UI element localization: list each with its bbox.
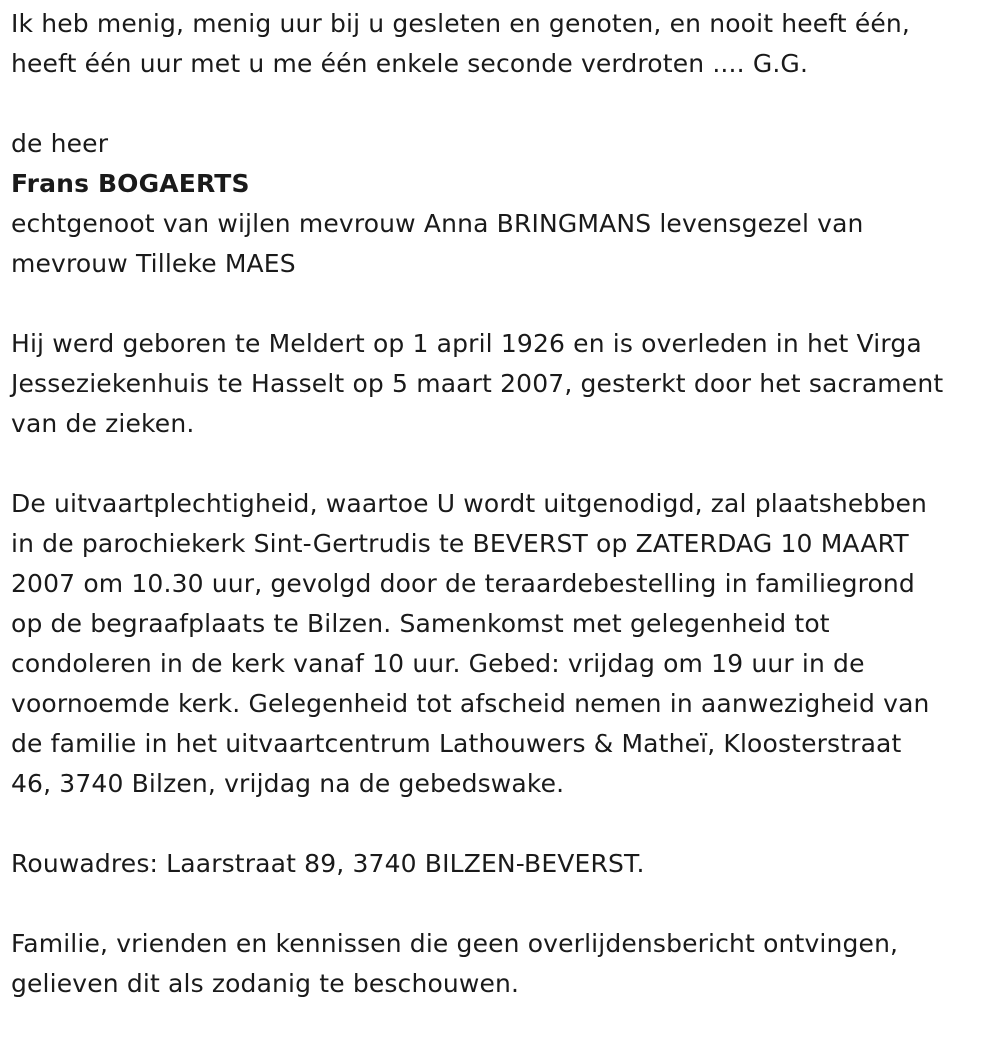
birth-death-paragraph	[11, 324, 996, 444]
funeral-line: condoleren in de kerk vanaf 10 uur. Gebed: vrijdag om 19 uur in de	[11, 649, 865, 678]
honorific: de heer	[11, 129, 109, 158]
mourning-address: Rouwadres: Laarstraat 89, 3740 BILZEN-BEVERST.	[11, 849, 645, 878]
closing-line: gelieven dit als zodanig te beschouwen.	[11, 969, 520, 998]
birth-death-line: van de zieken.	[11, 409, 195, 438]
mourning-address-paragraph	[11, 844, 996, 884]
relations-line: mevrouw Tilleke MAES	[11, 249, 296, 278]
quote-paragraph	[11, 4, 996, 84]
funeral-line: voornoemde kerk. Gelegenheid tot afscheid nemen in aanwezigheid van	[11, 689, 930, 718]
closing-paragraph	[11, 924, 996, 1004]
relations-paragraph	[11, 204, 996, 284]
funeral-line: 46, 3740 Bilzen, vrijdag na de gebedswake.	[11, 769, 565, 798]
funeral-line: 2007 om 10.30 uur, gevolgd door de teraardebestelling in familiegrond	[11, 569, 915, 598]
deceased-header	[11, 124, 996, 204]
funeral-line: in de parochiekerk Sint-Gertrudis te BEVERST op ZATERDAG 10 MAART	[11, 529, 909, 558]
funeral-line: De uitvaartplechtigheid, waartoe U wordt uitgenodigd, zal plaatshebben	[11, 489, 927, 518]
birth-death-line: Hij werd geboren te Meldert op 1 april 1926 en is overleden in het Virga	[11, 329, 922, 358]
relations-line: echtgenoot van wijlen mevrouw Anna BRINGMANS levensgezel van	[11, 209, 864, 238]
funeral-paragraph	[11, 484, 996, 804]
quote-line: Ik heb menig, menig uur bij u gesleten en genoten, en nooit heeft één,	[11, 9, 911, 38]
birth-death-line: Jesseziekenhuis te Hasselt op 5 maart 2007, gesterkt door het sacrament	[11, 369, 944, 398]
obituary-document	[11, 4, 996, 1004]
funeral-line: de familie in het uitvaartcentrum Lathouwers & Matheï, Kloosterstraat	[11, 729, 902, 758]
funeral-line: op de begraafplaats te Bilzen. Samenkomst met gelegenheid tot	[11, 609, 830, 638]
deceased-name: Frans BOGAERTS	[11, 169, 250, 198]
closing-line: Familie, vrienden en kennissen die geen overlijdensbericht ontvingen,	[11, 929, 899, 958]
quote-line: heeft één uur met u me één enkele seconde verdroten .... G.G.	[11, 49, 809, 78]
